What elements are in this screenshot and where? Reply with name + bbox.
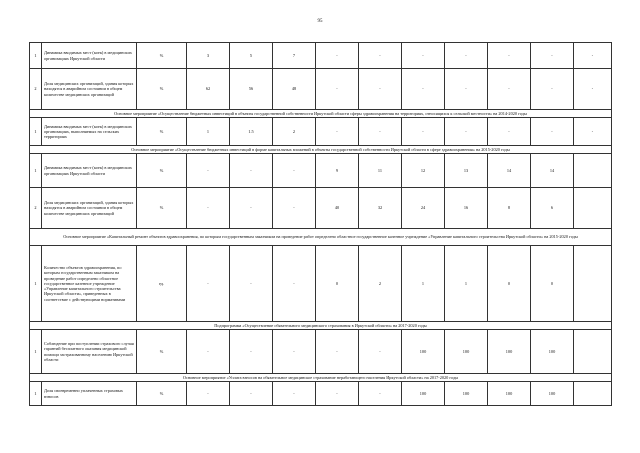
row-number: 2 — [30, 69, 42, 110]
unit-cell: % — [137, 188, 187, 229]
value-cell: 100 — [402, 382, 445, 406]
indicators-table — [29, 42, 612, 406]
value-cell: - — [316, 43, 359, 69]
section-title: Основное мероприятие «Уплата взносов на обязательное медицинское страхование неработающего населения Иркутской области» на 2017-2020 годы — [30, 374, 612, 382]
indicator-name: Доля медицинских организаций, здания которых находятся в аварийном состоянии в общем количестве медицинских организаций — [42, 69, 137, 110]
table-row — [30, 382, 612, 406]
value-cell: 100 — [445, 382, 488, 406]
unit-cell: ед. — [137, 246, 187, 322]
value-cell: 1 — [445, 246, 488, 322]
row-number: 1 — [30, 154, 42, 188]
row-number: 1 — [30, 43, 42, 69]
row-number: 1 — [30, 330, 42, 374]
value-cell: - — [273, 154, 316, 188]
value-cell: 14 — [488, 154, 531, 188]
value-cell: 32 — [359, 188, 402, 229]
value-cell: - — [359, 330, 402, 374]
value-cell: 1 — [187, 118, 230, 146]
value-cell: - — [230, 330, 273, 374]
value-cell: - — [488, 69, 531, 110]
value-cell: 13 — [445, 154, 488, 188]
row-number: 1 — [30, 382, 42, 406]
value-cell: 8 — [488, 188, 531, 229]
value-cell: 100 — [402, 330, 445, 374]
table-row — [30, 246, 612, 322]
value-cell: 40 — [316, 188, 359, 229]
section-header-row — [30, 322, 612, 330]
value-cell: - — [316, 118, 359, 146]
value-cell: 7 — [273, 43, 316, 69]
value-cell: - — [230, 188, 273, 229]
value-cell: - — [574, 69, 612, 110]
value-cell: - — [488, 118, 531, 146]
value-cell: - — [402, 118, 445, 146]
section-title: Основное мероприятие «Капитальный ремонт объектов здравоохранения, по которым государственным заказчиком на проведение работ определено областное государственное казенное учреждение «Управление капитального строительства Иркутской области» на 2015-2020 годы — [30, 229, 612, 246]
value-cell: - — [273, 382, 316, 406]
unit-cell: % — [137, 154, 187, 188]
value-cell: - — [574, 118, 612, 146]
unit-cell: % — [137, 43, 187, 69]
value-cell: - — [316, 69, 359, 110]
indicator-name: Доля медицинских организаций, здания которых находятся в аварийном состоянии в общем количестве медицинских организаций — [42, 188, 137, 229]
value-cell: 2 — [359, 246, 402, 322]
value-cell — [574, 154, 612, 188]
value-cell: - — [402, 43, 445, 69]
value-cell: - — [531, 43, 574, 69]
value-cell: - — [230, 154, 273, 188]
value-cell: - — [531, 118, 574, 146]
unit-cell: % — [137, 330, 187, 374]
table-row — [30, 154, 612, 188]
value-cell: 100 — [531, 382, 574, 406]
table-row — [30, 43, 612, 69]
indicator-name: Доля своевременно уплаченных страховых взносов — [42, 382, 137, 406]
value-cell: 100 — [445, 330, 488, 374]
value-cell: - — [187, 246, 230, 322]
section-header-row — [30, 110, 612, 118]
value-cell: 6 — [531, 188, 574, 229]
row-number: 2 — [30, 188, 42, 229]
table-row — [30, 330, 612, 374]
value-cell: - — [574, 43, 612, 69]
value-cell: 3 — [187, 43, 230, 69]
value-cell: 0 — [488, 246, 531, 322]
value-cell: - — [187, 154, 230, 188]
value-cell: - — [187, 382, 230, 406]
value-cell: - — [445, 118, 488, 146]
table-row — [30, 69, 612, 110]
value-cell: 2 — [273, 118, 316, 146]
value-cell: - — [359, 118, 402, 146]
value-cell: 1 — [402, 246, 445, 322]
indicator-name: Динамика вводимых мест (коек) в медицинских организациях Иркутской области — [42, 43, 137, 69]
table-body — [30, 43, 612, 406]
row-number: 1 — [30, 118, 42, 146]
value-cell: - — [531, 69, 574, 110]
unit-cell: % — [137, 382, 187, 406]
value-cell: - — [316, 330, 359, 374]
section-header-row — [30, 146, 612, 154]
value-cell: - — [359, 69, 402, 110]
value-cell: 1.5 — [230, 118, 273, 146]
value-cell — [574, 188, 612, 229]
value-cell: 100 — [488, 382, 531, 406]
value-cell: 48 — [273, 69, 316, 110]
value-cell: 5 — [230, 43, 273, 69]
value-cell: - — [230, 246, 273, 322]
value-cell: - — [273, 246, 316, 322]
value-cell: 14 — [531, 154, 574, 188]
value-cell: - — [445, 69, 488, 110]
value-cell: - — [359, 43, 402, 69]
page-number: 95 — [317, 19, 323, 24]
value-cell — [574, 330, 612, 374]
indicator-name: Соблюдение при поступлении страхового случая гарантий бесплатного оказания медицинской помощи застрахованному населению Иркутской области — [42, 330, 137, 374]
value-cell: 100 — [531, 330, 574, 374]
value-cell: - — [230, 382, 273, 406]
indicator-name: Количество объектов здравоохранения, по которым государственным заказчиком на проведение работ определено областное государственное казенное учреждение «Управление капитального строительства Иркутской области», приведенных в соответствие с действующими нормативами — [42, 246, 137, 322]
value-cell: - — [187, 330, 230, 374]
row-number: 1 — [30, 246, 42, 322]
value-cell: 24 — [402, 188, 445, 229]
table-row — [30, 188, 612, 229]
value-cell: 11 — [359, 154, 402, 188]
section-title: Основное мероприятие «Осуществление бюджетных инвестиций в форме капитальных вложений в объекты государственной собственности Иркутской области в сфере здравоохранения» на 2015-2020 годы — [30, 146, 612, 154]
section-header-row — [30, 229, 612, 246]
value-cell — [574, 382, 612, 406]
value-cell: - — [316, 382, 359, 406]
unit-cell: % — [137, 118, 187, 146]
indicator-name: Динамика вводимых мест (коек) в медицинских организациях, выполняемых на сельских территориях — [42, 118, 137, 146]
unit-cell: % — [137, 69, 187, 110]
indicator-name: Динамика вводимых мест (коек) в медицинских организациях Иркутской области — [42, 154, 137, 188]
value-cell: - — [488, 43, 531, 69]
value-cell: 9 — [316, 154, 359, 188]
value-cell: 56 — [230, 69, 273, 110]
value-cell: 0 — [316, 246, 359, 322]
value-cell: 12 — [402, 154, 445, 188]
value-cell — [574, 246, 612, 322]
value-cell: 0 — [531, 246, 574, 322]
value-cell: 16 — [445, 188, 488, 229]
value-cell: - — [359, 382, 402, 406]
value-cell: - — [187, 188, 230, 229]
section-title: Подпрограмма «Осуществление обязательного медицинского страхования в Иркутской области» на 2017-2020 годы — [30, 322, 612, 330]
section-title: Основное мероприятие «Осуществление бюджетных инвестиций в объекты государственной собственности Иркутской области сферы здравоохранения на территориях, относящихся к сельской местности» на 2014-2020 годы — [30, 110, 612, 118]
section-header-row — [30, 374, 612, 382]
value-cell: - — [445, 43, 488, 69]
value-cell: 62 — [187, 69, 230, 110]
value-cell: - — [402, 69, 445, 110]
table-row — [30, 118, 612, 146]
value-cell: - — [273, 188, 316, 229]
value-cell: - — [273, 330, 316, 374]
value-cell: 100 — [488, 330, 531, 374]
